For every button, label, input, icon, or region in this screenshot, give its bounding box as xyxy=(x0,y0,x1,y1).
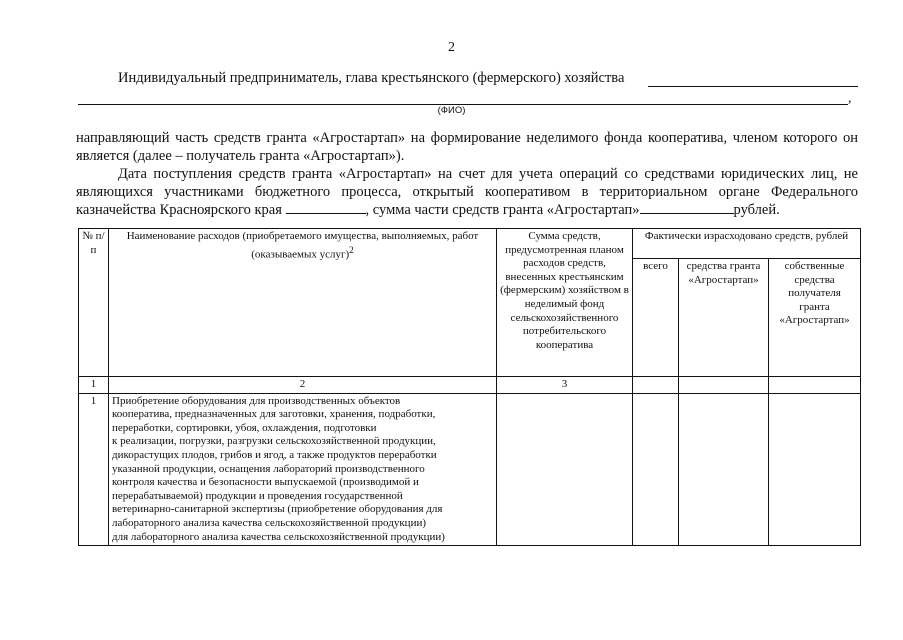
sum-blank xyxy=(640,201,734,214)
colnum-empty xyxy=(679,377,769,394)
header-actual-group: Фактически израсходовано средств, рублей xyxy=(633,229,861,259)
footnote-marker: 2 xyxy=(349,244,354,255)
row-name-line: лабораторного анализа качества сельскохозяйственной продукции) xyxy=(112,516,426,529)
row-grant xyxy=(679,393,769,546)
row-name-line: к реализации, погрузки, разгрузки сельскохозяйственной продукции, xyxy=(112,435,436,448)
header-actual-own: собственные средства получателя гранта «Агростартап» xyxy=(769,259,861,377)
header-actual-total: всего xyxy=(633,259,679,377)
header-actual-grant: средства гранта «Агростартап» xyxy=(679,259,769,377)
fio-label: (ФИО) xyxy=(437,105,466,116)
row-name xyxy=(109,393,497,546)
row-name-line: ветеринарно-санитарной экспертизы (приобретение оборудования для xyxy=(112,503,443,516)
paragraph-receipt-date xyxy=(76,166,858,220)
paragraph-sum-text: , сумма части средств гранта «Агростартап» xyxy=(365,202,640,218)
row-name-line: перерабатываемой) продукции и проведения государственной xyxy=(112,489,403,502)
colnum-empty xyxy=(769,377,861,394)
row-own xyxy=(769,393,861,546)
row-name-line: Приобретение оборудования для производственных объектов xyxy=(112,394,401,407)
row-name-line: для лабораторного анализа качества сельскохозяйственной продукции) xyxy=(112,530,445,543)
colnum-3: 3 xyxy=(497,377,633,394)
paragraph-receipt-text: Дата поступления средств гранта «Агростартап» на счет для учета операций со средствами юридических лиц, не являющихся участниками бюджетного процесса, открытый кооперативом в территориальном органе Федерального казначейства Красноярского края xyxy=(76,166,858,218)
expenses-table xyxy=(78,228,861,546)
row-name-line: дикорастущих плодов, грибов и ягод, а также продуктов переработки xyxy=(112,448,437,461)
date-blank xyxy=(286,201,366,214)
row-total xyxy=(633,393,679,546)
paragraph-rubles-text: рублей. xyxy=(733,202,780,218)
line-comma: , xyxy=(848,91,852,106)
row-name-line: переработки, сортировки, убоя, охлаждения, подготовки xyxy=(112,421,377,434)
header-line: Индивидуальный предприниматель, глава крестьянского (фермерского) хозяйства xyxy=(118,70,625,86)
colnum-1: 1 xyxy=(79,377,109,394)
colnum-empty xyxy=(633,377,679,394)
row-planned xyxy=(497,393,633,546)
header-name: Наименование расходов (приобретаемого имущества, выполняемых, работ (оказываемых услуг)$^2$ xyxy=(109,229,497,377)
table-row xyxy=(79,393,861,546)
paragraph-recipient: направляющий часть средств гранта «Агростартап» на формирование неделимого фонда кооператива, членом которого он является (далее – получатель гранта «Агростартап»). xyxy=(76,130,858,164)
row-name-line: кооператива, предназначенных для заготовки, хранения, подработки, xyxy=(112,408,436,421)
header-num: № п/п xyxy=(79,229,109,377)
page-number: 2 xyxy=(448,40,455,55)
row-num: 1 xyxy=(79,393,109,546)
row-name-line: контроля качества и безопасности выпускаемой (производимой и xyxy=(112,476,419,489)
name-blank-line xyxy=(648,86,858,87)
header-planned-sum: Сумма средств, предусмотренная планом расходов средств, внесенных крестьянским (фермерским) хозяйством в неделимый фонд сельскохозяйственного потребительского кооператива xyxy=(497,229,633,377)
row-name-line: указанной продукции, оснащения лабораторий производственного xyxy=(112,462,425,475)
colnum-2: 2 xyxy=(109,377,497,394)
